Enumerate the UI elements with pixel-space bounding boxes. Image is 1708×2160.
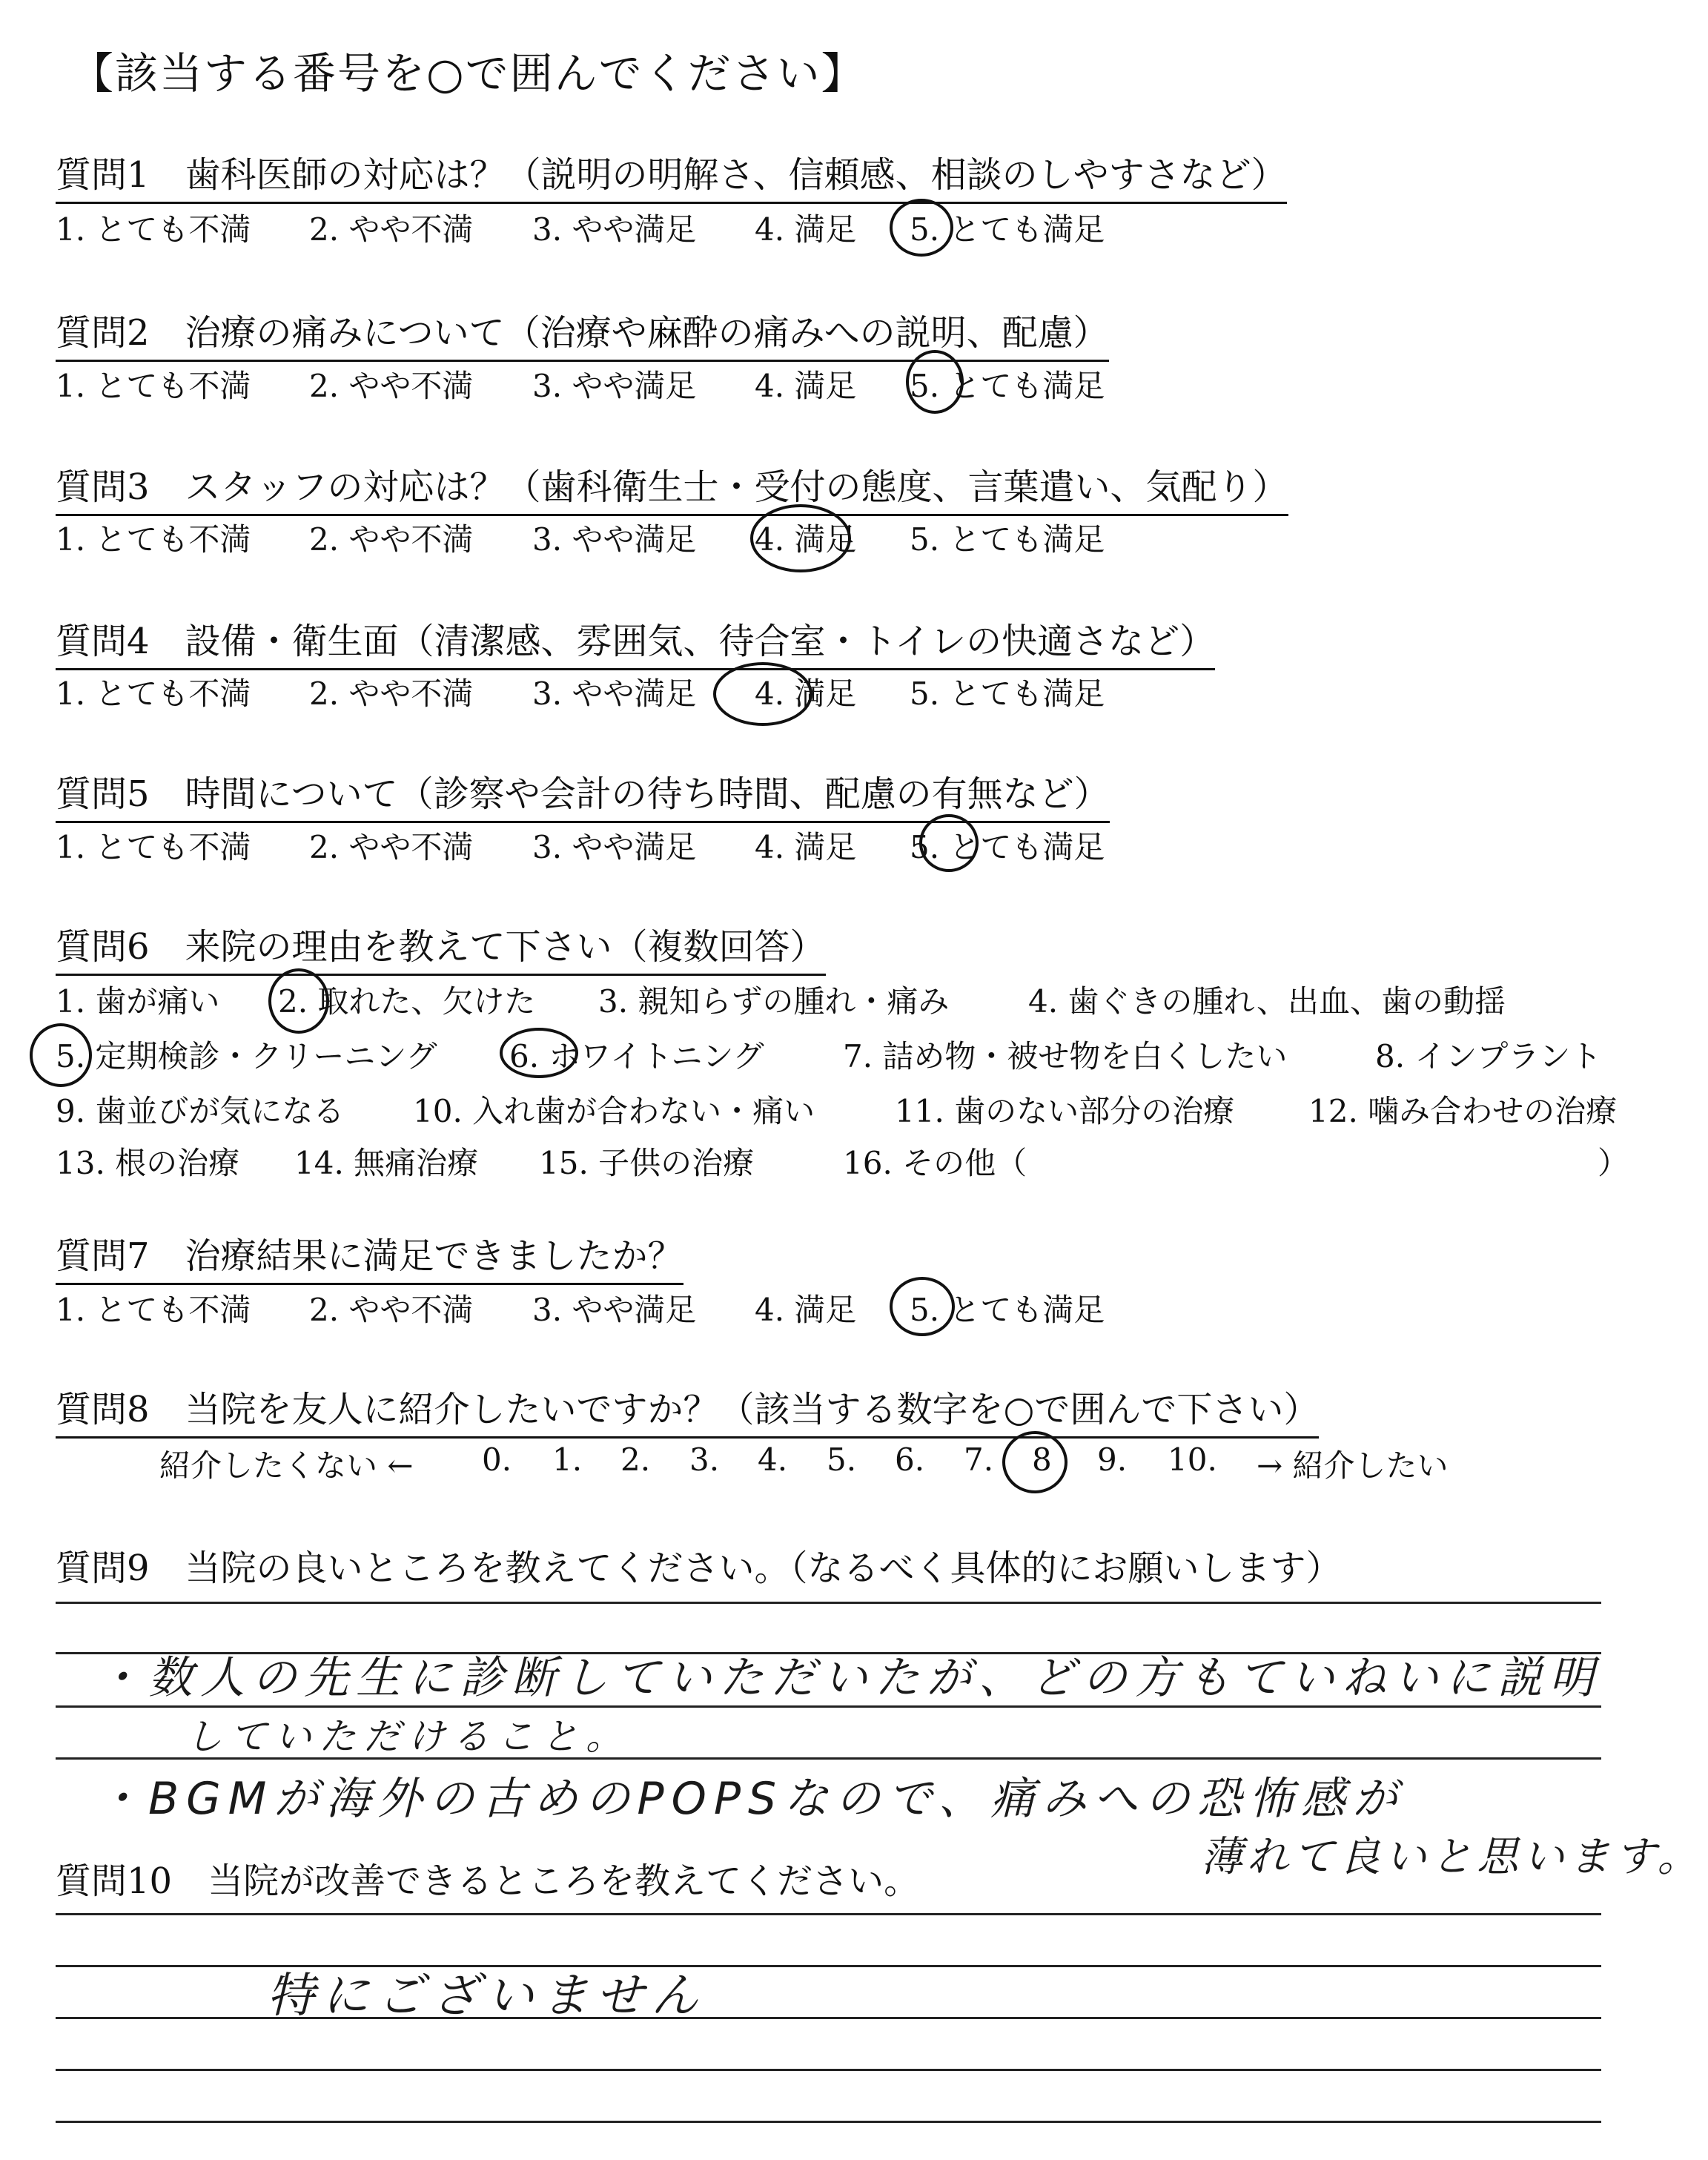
q1-option-4[interactable]: 4. 満足 — [755, 211, 857, 248]
q6-option-2[interactable]: 2. 取れた、欠けた — [278, 983, 536, 1020]
q10-answer-line-5 — [56, 2121, 1601, 2123]
q9-handwritten-line-4: 薄れて良いと思います。 — [1201, 1833, 1704, 1881]
q5-option-5[interactable]: 5. とても満足 — [910, 829, 1105, 865]
q8-option-4[interactable]: 4. — [758, 1441, 788, 1478]
question-2-title: 質問2 治療の痛みについて（治療や麻酔の痛みへの説明、配慮） — [56, 304, 1109, 362]
question-10-title: 質問10 当院が改善できるところを教えてください。 — [56, 1860, 920, 1902]
question-9-title: 質問9 当院の良いところを教えてください。（なるべく具体的にお願いします） — [56, 1548, 1342, 1589]
q3-option-3[interactable]: 3. やや満足 — [532, 521, 697, 558]
q6-option-3[interactable]: 3. 親知らずの腫れ・痛み — [598, 983, 950, 1020]
q9-handwritten-line-1: ・数人の先生に診断していただいたが、どの方もていねいに説明 — [96, 1652, 1601, 1704]
q7-option-5[interactable]: 5. とても満足 — [910, 1292, 1105, 1328]
q1-option-2[interactable]: 2. やや不満 — [309, 211, 474, 248]
q7-option-3[interactable]: 3. やや満足 — [532, 1292, 697, 1328]
q8-option-8[interactable]: 8 — [1032, 1441, 1052, 1478]
q8-option-0[interactable]: 0. — [482, 1441, 512, 1478]
q10-handwritten-answer: 特にございません — [267, 1969, 706, 2024]
page-title: 【該当する番号を○で囲んでください】 — [70, 48, 866, 99]
question-7-title: 質問7 治療結果に満足できましたか？ — [56, 1227, 683, 1285]
q5-option-1[interactable]: 1. とても不満 — [56, 829, 251, 865]
q2-option-3[interactable]: 3. やや満足 — [532, 368, 697, 404]
q1-option-5[interactable]: 5. とても満足 — [910, 211, 1105, 248]
q3-option-4[interactable]: 4. 満足 — [755, 521, 857, 558]
q8-option-7[interactable]: 7. — [964, 1441, 994, 1478]
q1-option-3[interactable]: 3. やや満足 — [532, 211, 697, 248]
q6-option-15[interactable]: 15. 子供の治療 — [539, 1145, 755, 1181]
q1-option-1[interactable]: 1. とても不満 — [56, 211, 251, 248]
q6-option-11[interactable]: 11. 歯のない部分の治療 — [895, 1093, 1235, 1129]
q8-option-3[interactable]: 3. — [689, 1441, 720, 1478]
question-5-title: 質問5 時間について（診察や会計の待ち時間、配慮の有無など） — [56, 765, 1110, 823]
q9-handwritten-line-2: していただけること。 — [185, 1715, 630, 1758]
question-1-title: 質問1 歯科医師の対応は？（説明の明解さ、信頼感、相談のしやすさなど） — [56, 146, 1287, 204]
q4-option-1[interactable]: 1. とても不満 — [56, 676, 251, 712]
q6-option-6[interactable]: 6. ホワイトニング — [509, 1038, 764, 1074]
q9-handwritten-line-3: ・BGMが海外の古めのPOPSなので、痛みへの恐怖感が — [96, 1773, 1405, 1825]
q4-option-5[interactable]: 5. とても満足 — [910, 676, 1105, 712]
q7-option-4[interactable]: 4. 満足 — [755, 1292, 857, 1328]
q8-option-5[interactable]: 5. — [827, 1441, 857, 1478]
q6-option-1[interactable]: 1. 歯が痛い — [56, 983, 220, 1020]
q2-option-1[interactable]: 1. とても不満 — [56, 368, 251, 404]
q6-option-10[interactable]: 10. 入れ歯が合わない・痛い — [413, 1093, 815, 1129]
q5-option-3[interactable]: 3. やや満足 — [532, 829, 697, 865]
q6-option-9[interactable]: 9. 歯並びが気になる — [56, 1093, 345, 1129]
q4-option-3[interactable]: 3. やや満足 — [532, 676, 697, 712]
question-6-title: 質問6 来院の理由を教えて下さい（複数回答） — [56, 918, 826, 976]
q2-option-4[interactable]: 4. 満足 — [755, 368, 857, 404]
q7-option-2[interactable]: 2. やや不満 — [309, 1292, 474, 1328]
q6-option-7[interactable]: 7. 詰め物・被せ物を白くしたい — [843, 1038, 1288, 1074]
q6-option-5[interactable]: 5. 定期検診・クリーニング — [56, 1038, 437, 1074]
q6-option-4[interactable]: 4. 歯ぐきの腫れ、出血、歯の動揺 — [1028, 983, 1506, 1020]
q4-option-4[interactable]: 4. 満足 — [755, 676, 857, 712]
q3-option-1[interactable]: 1. とても不満 — [56, 521, 251, 558]
question-8-title: 質問8 当院を友人に紹介したいですか？（該当する数字を○で囲んで下さい） — [56, 1381, 1319, 1439]
q6-option-16[interactable]: 16. その他（ — [843, 1145, 1027, 1181]
q10-answer-line-1 — [56, 1913, 1601, 1915]
q6-option-13[interactable]: 13. 根の治療 — [56, 1145, 240, 1181]
q4-option-2[interactable]: 2. やや不満 — [309, 676, 474, 712]
q3-option-5[interactable]: 5. とても満足 — [910, 521, 1105, 558]
q8-option-2[interactable]: 2. — [620, 1441, 651, 1478]
q6-option-12[interactable]: 12. 噛み合わせの治療 — [1308, 1093, 1618, 1129]
q8-option-6[interactable]: 6. — [895, 1441, 925, 1478]
q3-option-2[interactable]: 2. やや不満 — [309, 521, 474, 558]
q8-option-9[interactable]: 9. — [1097, 1441, 1128, 1478]
question-3-title: 質問3 スタッフの対応は？（歯科衛生士・受付の態度、言葉遣い、気配り） — [56, 458, 1288, 516]
q6-other-close-paren: ） — [1598, 1145, 1629, 1181]
q5-option-2[interactable]: 2. やや不満 — [309, 829, 474, 865]
q2-option-2[interactable]: 2. やや不満 — [309, 368, 474, 404]
q8-option-10[interactable]: 10. — [1168, 1441, 1217, 1478]
q5-option-4[interactable]: 4. 満足 — [755, 829, 857, 865]
q8-left-label: 紹介したくない ← — [159, 1447, 414, 1484]
q6-option-14[interactable]: 14. 無痛治療 — [294, 1145, 479, 1181]
q10-answer-line-4 — [56, 2069, 1601, 2071]
q8-option-1[interactable]: 1. — [552, 1441, 583, 1478]
q2-option-5[interactable]: 5. とても満足 — [910, 368, 1105, 404]
q8-right-label: → 紹介したい — [1257, 1447, 1449, 1484]
question-4-title: 質問4 設備・衛生面（清潔感、雰囲気、待合室・トイレの快適さなど） — [56, 612, 1215, 670]
q6-option-8[interactable]: 8. インプラント — [1375, 1038, 1602, 1074]
q7-option-1[interactable]: 1. とても不満 — [56, 1292, 251, 1328]
q9-answer-line-1 — [56, 1602, 1601, 1604]
